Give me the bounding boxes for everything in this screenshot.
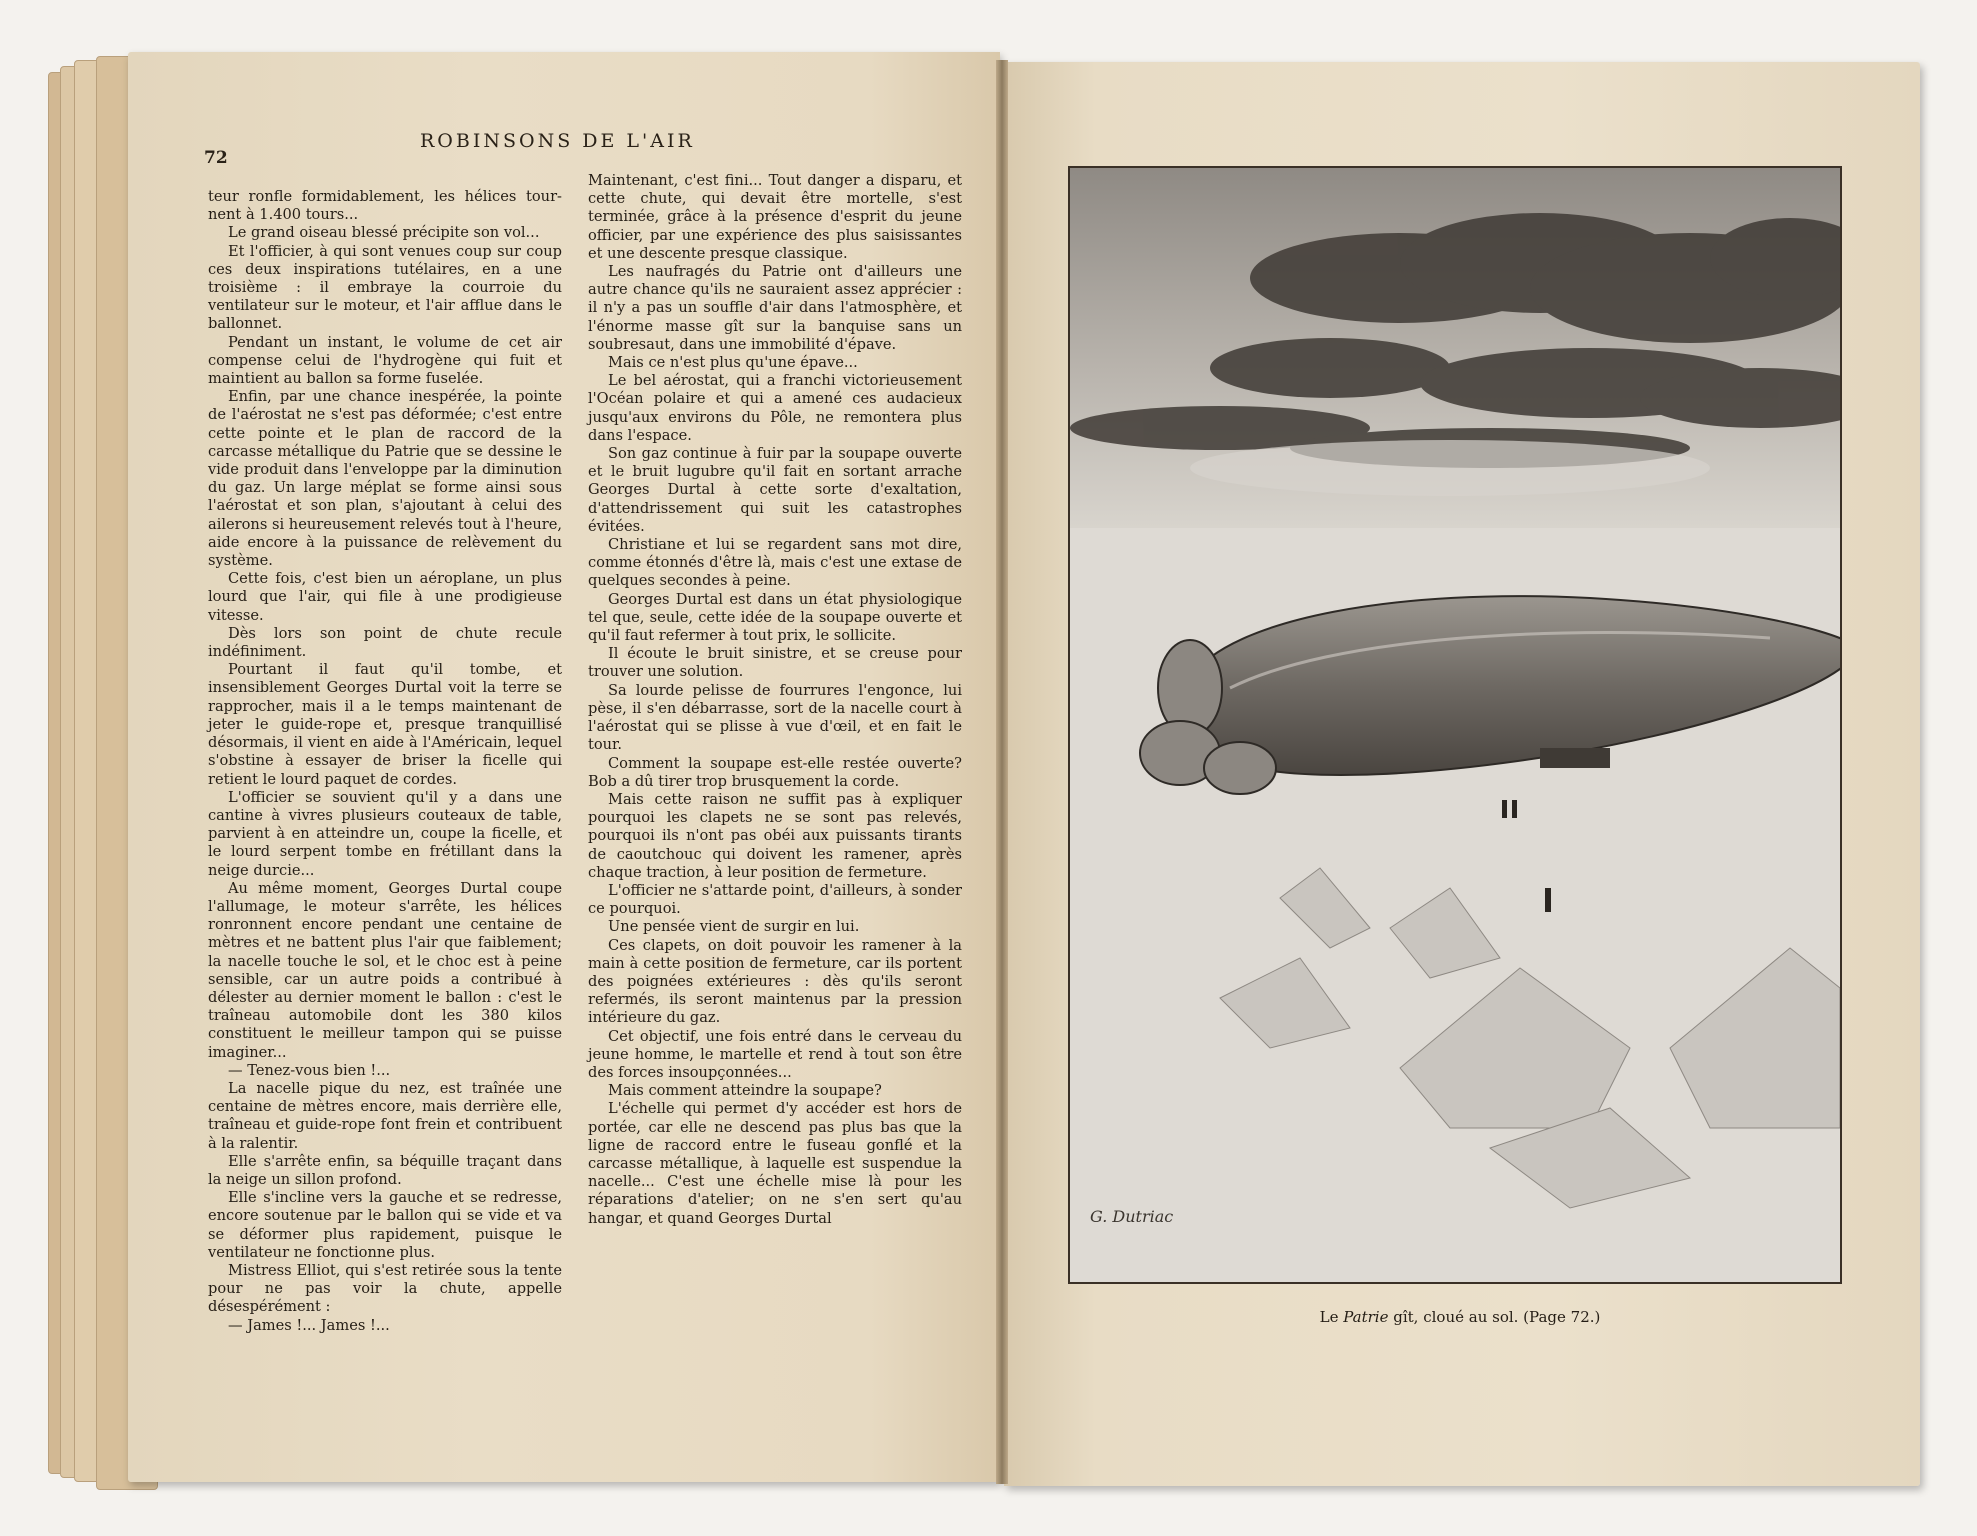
paragraph: Pourtant il faut qu'il tombe, et insensiblement Georges Durtal voit la terre se rapprocher, mais il a le temps maintenant de jeter le guide-rope et, presque tranquillisé désormais, il vient en aide à l'Américain, lequel s'obstine à essayer de briser la ficelle qui retient le lourd paquet de cordes. xyxy=(208,661,562,788)
paragraph: Le bel aérostat, qui a franchi victorieusement l'Océan polaire et qui a amené ces audacieux jusqu'aux environs du Pôle, ne remontera plus dans l'espace. xyxy=(588,372,962,444)
paragraph: Sa lourde pelisse de fourrures l'engonce, lui pèse, il s'en débarrasse, sort de la nacelle court à l'aérostat qui se plisse à vue d'œil, et en fait le tour. xyxy=(588,681,962,754)
paragraph: Elle s'arrête enfin, sa béquille traçant dans la neige un sillon profond. xyxy=(208,1152,562,1188)
paragraph: Georges Durtal est dans un état physiologique tel que, seule, cette idée de la soupape ouverte et qu'il faut refermer à tout prix, le sollicite. xyxy=(588,590,962,645)
book-gutter xyxy=(996,60,1008,1484)
paragraph: L'officier ne s'attarde point, d'ailleurs, à sonder ce pourquoi. xyxy=(588,881,962,918)
paragraph: Ces clapets, on doit pouvoir les ramener à la main à cette position de fermeture, car ils portent des poignées extérieures : dès qu'ils seront refermés, ils seront maintenus par la pression intérieure du gaz. xyxy=(588,936,962,1027)
caption-text-end: gît, cloué au sol. (Page 72.) xyxy=(1388,1308,1601,1326)
paragraph: La nacelle pique du nez, est traînée une centaine de mètres encore, mais derrière elle, traîneau et guide-rope font frein et contribuent à la ralentir. xyxy=(208,1079,562,1152)
running-head: ROBINSONS DE L'AIR xyxy=(420,130,695,152)
paragraph: Mais comment atteindre la soupape? xyxy=(608,1082,882,1100)
paragraph: — Tenez-vous bien !... xyxy=(228,1061,391,1079)
illustration-signature: G. Dutriac xyxy=(1090,1207,1174,1226)
paragraph: Comment la soupape est-elle restée ouverte? Bob a dû tirer trop brusquement la corde. xyxy=(588,754,962,790)
paragraph: Il écoute le bruit sinistre, et se creuse pour trouver une solution. xyxy=(588,645,962,681)
paragraph: L'officier se souvient qu'il y a dans une cantine à vivres plusieurs couteaux de table, parvient à en atteindre un, coupe la ficelle, et le lourd serpent tombe en frétillant dans la neige durcie... xyxy=(208,788,562,879)
page-number: 72 xyxy=(204,148,228,168)
paragraph: Cet objectif, une fois entré dans le cerveau du jeune homme, le martelle et rend à tout son être des forces insoupçonnées... xyxy=(588,1027,962,1081)
paragraph: Les naufragés du Patrie ont d'ailleurs une autre chance qu'ils ne sauraient assez apprécier : il n'y a pas un souffle d'air dans l'atmosphère, et l'énorme masse gît sur la banquise sans un soubresaut, dans une immobilité d'épave. xyxy=(588,263,962,353)
paragraph: Au même moment, Georges Durtal coupe l'allumage, le moteur s'arrête, les hélices ronronnent encore pendant une centaine de mètres et ne battent plus l'air que faiblement; la nacelle touche le sol, et le choc est à peine sensible, car un autre poids a contribué à délester au dernier moment le ballon : c'est le traîneau automobile dont les 380 kilos constituent le meilleur tampon qui se puisse imaginer... xyxy=(208,879,562,1061)
paragraph: Mais cette raison ne suffit pas à expliquer pourquoi les clapets ne se sont pas relevés, pourquoi ils n'ont pas obéi aux puissants tirants de caoutchouc qui doivent les ramener, après chaque traction, à leur position de fermeture. xyxy=(588,790,962,881)
paragraph: L'échelle qui permet d'y accéder est hors de portée, car elle ne descend pas plus bas que la ligne de raccord entre le fuseau gonflé et la carcasse métallique, à laquelle est suspendue la nacelle... C'est une échelle mise là pour les réparations d'atelier; on ne s'en sert qu'au hangar, et quand Georges Durtal xyxy=(588,1100,962,1227)
caption-italic: Patrie xyxy=(1343,1308,1389,1326)
text-column-right xyxy=(588,172,962,1228)
paragraph: Cette fois, c'est bien un aéroplane, un plus lourd que l'air, qui file à une prodigieuse vitesse. xyxy=(208,570,562,624)
paragraph: Une pensée vient de surgir en lui. xyxy=(608,918,860,936)
illustration-caption xyxy=(1100,1308,1820,1326)
paragraph: Le grand oiseau blessé précipite son vol... xyxy=(228,224,540,242)
paragraph: Mistress Elliot, qui s'est retirée sous la tente pour ne pas voir la chute, appelle désespérément : xyxy=(208,1261,562,1316)
paragraph: Christiane et lui se regardent sans mot dire, comme étonnés d'être là, mais c'est une extase de quelques secondes à peine. xyxy=(588,536,962,590)
illustration xyxy=(1068,166,1842,1284)
paragraph: — James !... James !... xyxy=(228,1316,390,1334)
paragraph: Pendant un instant, le volume de cet air compense celui de l'hydrogène qui fuit et maintient au ballon sa forme fuselée. xyxy=(208,333,562,388)
paragraph: Et l'officier, à qui sont venues coup sur coup ces deux inspirations tutélaires, en a une troisième : il embraye la courroie du ventilateur sur le moteur, et l'air afflue dans le ballonnet. xyxy=(208,242,562,333)
paragraph: Son gaz continue à fuir par la soupape ouverte et le bruit lugubre qu'il fait en sortant arrache Georges Durtal à cette sorte d'exaltation, d'attendrissement qui suit les catastrophes évitées. xyxy=(588,445,962,535)
airship-wreck-engraving xyxy=(1070,168,1840,1282)
paragraph: Dès lors son point de chute recule indéfiniment. xyxy=(208,624,562,661)
paragraph: teur ronfle formidablement, les hélices tour-nent à 1.400 tours... xyxy=(208,188,562,224)
paragraph: Enfin, par une chance inespérée, la pointe de l'aérostat ne s'est pas déformée; c'est entre cette pointe et le plan de raccord de la carcasse métallique du Patrie que se dessine le vide produit dans l'enveloppe par la diminution du gaz. Un large méplat se forme ainsi sous l'aérostat et son plan, s'ajoutant à celui des ailerons si heureusement relevés tout à l'heure, aide encore à la puissance de relèvement du système. xyxy=(208,388,562,570)
paragraph: Elle s'incline vers la gauche et se redresse, encore soutenue par le ballon qui se vide et va se déformer plus rapidement, puisque le ventilateur ne fonctionne plus. xyxy=(208,1189,562,1261)
paragraph: Maintenant, c'est fini... Tout danger a disparu, et cette chute, qui devait être mortelle, s'est terminée, grâce à la présence d'esprit du jeune officier, par une expérience des plus saisissantes et une descente presque classique. xyxy=(588,172,962,262)
paragraph: Mais ce n'est plus qu'une épave... xyxy=(608,354,858,372)
text-column-left xyxy=(208,188,562,1335)
caption-text-start: Le xyxy=(1319,1308,1344,1326)
